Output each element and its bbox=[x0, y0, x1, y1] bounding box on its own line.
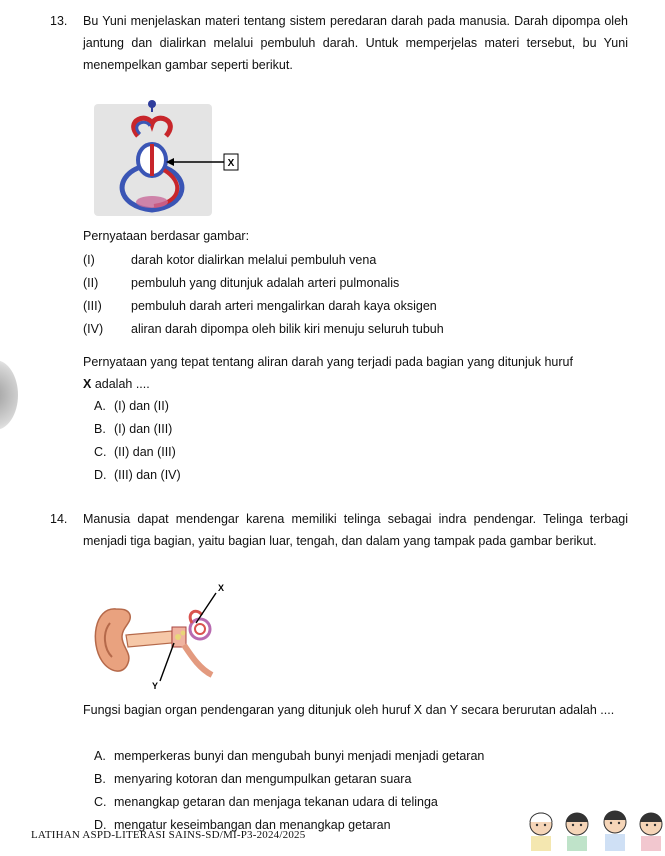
question-13-number: 13. bbox=[50, 14, 68, 28]
option-letter[interactable]: B. bbox=[94, 422, 106, 436]
option-letter[interactable]: D. bbox=[94, 468, 107, 482]
question-13-prompt-end bbox=[83, 377, 150, 391]
question-14-number: 14. bbox=[50, 512, 68, 526]
ear-label-y: Y bbox=[152, 681, 159, 691]
statement-number: (III) bbox=[83, 299, 102, 313]
statement-number: (I) bbox=[83, 253, 95, 267]
option-text[interactable]: (III) dan (IV) bbox=[114, 468, 181, 482]
statement-number: (IV) bbox=[83, 322, 104, 336]
statement-text: aliran darah dipompa oleh bilik kiri menuju seluruh tubuh bbox=[131, 322, 444, 336]
option-text[interactable]: mengatur keseimbangan dan menangkap getaran bbox=[114, 818, 391, 832]
ear-diagram bbox=[88, 583, 238, 693]
question-14-intro: Manusia dapat mendengar karena memiliki telinga sebagai indra pendengar. Telinga terbagi menjadi tiga bagian, yaitu bagian luar, tengah, dan dalam yang tampak pada gambar berikut. bbox=[83, 512, 628, 548]
circulation-diagram bbox=[94, 98, 254, 218]
question-14-prompt: Fungsi bagian organ pendengaran yang ditunjuk oleh huruf X dan Y secara berurutan adalah .... bbox=[83, 703, 615, 717]
option-text[interactable]: (II) dan (III) bbox=[114, 445, 176, 459]
students-illustration bbox=[519, 802, 665, 851]
option-letter[interactable]: D. bbox=[94, 818, 107, 832]
option-letter[interactable]: C. bbox=[94, 445, 107, 459]
option-text[interactable]: menangkap getaran dan menjaga tekanan udara di telinga bbox=[114, 795, 438, 809]
statement-text: darah kotor dialirkan melalui pembuluh vena bbox=[131, 253, 377, 267]
footer-title: LATIHAN ASPD-LITERASI SAINS-SD/MI-P3-2024/2025 bbox=[31, 829, 306, 841]
option-text[interactable]: (I) dan (II) bbox=[114, 399, 169, 413]
statements-title: Pernyataan berdasar gambar: bbox=[83, 229, 250, 243]
option-letter[interactable]: A. bbox=[94, 399, 106, 413]
circulation-label-x: X bbox=[227, 158, 235, 169]
question-13-intro: Bu Yuni menjelaskan materi tentang sistem peredaran darah pada manusia. Darah dipompa oleh jantung dan dialirkan melalui pembuluh darah. Untuk memperjelas materi tersebut, bu Yuni menempelkan gambar seperti berikut. bbox=[83, 14, 628, 72]
option-letter[interactable]: A. bbox=[94, 749, 106, 763]
prompt-letter-x: X bbox=[83, 377, 92, 391]
option-letter[interactable]: B. bbox=[94, 772, 106, 786]
statement-text: pembuluh darah arteri mengalirkan darah kaya oksigen bbox=[131, 299, 437, 313]
page-edge-shadow bbox=[0, 360, 18, 430]
question-13-prompt: Pernyataan yang tepat tentang aliran darah yang terjadi pada bagian yang ditunjuk huruf bbox=[83, 355, 573, 369]
option-text[interactable]: menyaring kotoran dan mengumpulkan getaran suara bbox=[114, 772, 412, 786]
prompt-tail: adalah .... bbox=[94, 377, 150, 391]
statement-text: pembuluh yang ditunjuk adalah arteri pulmonalis bbox=[131, 276, 400, 290]
option-text[interactable]: (I) dan (III) bbox=[114, 422, 173, 436]
statement-number: (II) bbox=[83, 276, 99, 290]
ear-label-x: X bbox=[218, 583, 225, 593]
option-letter[interactable]: C. bbox=[94, 795, 107, 809]
option-text[interactable]: memperkeras bunyi dan mengubah bunyi menjadi menjadi getaran bbox=[114, 749, 485, 763]
